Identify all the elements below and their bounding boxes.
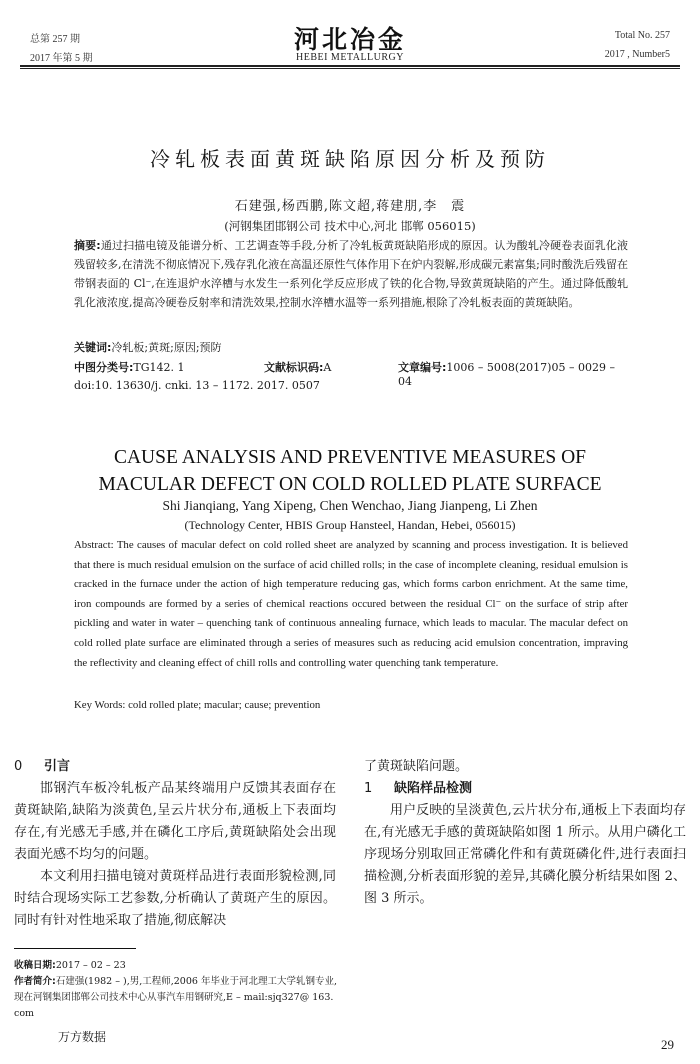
footnote-author <box>14 974 344 1022</box>
keywords-cn-text: 冷轧板;黄斑;原因;预防 <box>111 341 222 354</box>
journal-name-en: HEBEI METALLURGY <box>295 52 405 63</box>
received-value: 2017 – 02 – 23 <box>55 960 126 971</box>
header-volume-en: Total No. 257 <box>614 30 670 41</box>
doi: doi:10. 13630/j. cnki. 13 – 1172. 2017. 0507 <box>74 379 320 392</box>
keywords-en-label: Key Words: <box>74 699 126 711</box>
authors-cn: 石建强,杨西鹏,陈文超,蒋建朋,李 震 <box>234 199 466 214</box>
authors-en: Shi Jianqiang, Yang Xipeng, Chen Wenchao, Jiang Jianpeng, Li Zhen <box>162 498 538 513</box>
header-issue-en: 2017 , Number5 <box>604 49 670 60</box>
header-rule-thick <box>20 65 680 67</box>
body-column-right <box>364 756 686 910</box>
page-title-en <box>0 444 700 498</box>
article-no-label: 文章编号: <box>398 361 447 374</box>
title-en-line2: MACULAR DEFECT ON COLD ROLLED PLATE SURFACE <box>98 474 602 495</box>
abstract-cn-label: 摘要: <box>74 239 101 252</box>
clc-label: 中图分类号: <box>74 361 134 374</box>
doc-code-label: 文献标识码: <box>264 361 324 374</box>
clc-value: TG142. 1 <box>133 361 185 374</box>
section-0-paragraph-1: 邯钢汽车板冷轧板产品某终端用户反馈其表面存在黄斑缺陷,缺陷为淡黄色,呈云片状分布,通板上下表面均存在,有光感无手感,并在磷化工序后,黄斑缺陷处会出现表面光感不均匀的问题。 <box>14 781 336 862</box>
footnote-received <box>14 958 344 974</box>
article-no-value: 1006 – 5008(2017)05 – 0029 – 04 <box>398 361 615 388</box>
footnotes <box>14 958 344 1022</box>
abstract-en-text-2: on the surface of strip after pickling and water in water – quenching tank of continuous annealing furnace, which leads to macular. The macular defect on cold rolled plate surface are eliminated through a series of measures such as reducing acid emulsion concentration, impraving the reflectivity and cleaning effect of chill rolls and controlling water quenching tank temperature. <box>74 597 629 669</box>
section-1-number: 1 <box>364 781 373 796</box>
page-number: 29 <box>661 1037 674 1052</box>
section-0-continuation: 了黄斑缺陷问题。 <box>364 759 469 774</box>
section-1-title: 缺陷样品检测 <box>394 781 473 796</box>
abstract-en-text-1: The causes of macular defect on cold rolled sheet are analyzed by scanning and process investigation. It is believed that there is much residual emulsion on the surface of acid chilled rolls; in the case of incomplete cleaning, residual emulsion is cracked in the furnace under the action of high temperature reducing gas, which forms carbon enrichment. At the same time, iron compounds are formed by a series of chemical reactions occured between the residual <box>74 539 628 610</box>
keywords-cn <box>74 339 628 355</box>
section-0-paragraph-2: 本文利用扫描电镜对黄斑样品进行表面形貌检测,同时结合现场实际工艺参数,分析确认了黄斑产生的原因。同时有针对性地采取了措施,彻底解决 <box>14 869 336 928</box>
body-column-left <box>14 756 336 932</box>
abstract-cn-text: 通过扫描电镜及能谱分析、工艺调查等手段,分析了冷轧板黄斑缺陷形成的原因。认为酸轧冷硬卷表面乳化液残留较多,在清洗不彻底情况下,残存乳化液在高温还原性气体作用下在炉内裂解,形成碳元素富集;同时酸洗后残留在带钢表面的 Cl⁻,在连退炉水淬槽与水发生一系列化学反应形成了铁的化合物,导致黄斑缺陷的产生。通过降低酸轧乳化液浓度,提高冷硬卷反射率和清洗效果,控制水淬槽水温等一系列措施,根除了冷轧板表面的黄斑缺陷。 <box>74 239 628 309</box>
abstract-en-label: Abstract: <box>74 539 114 551</box>
section-1-paragraph-1: 用户反映的呈淡黄色,云片状分布,通板上下表面均存在,有光感无手感的黄斑缺陷如图 1 所示。从用户磷化工序现场分别取回正常磷化件和有黄斑磷化件,进行表面扫描检测,分析表面形貌的差异,其磷化膜分析结果如图 2、图 3 所示。 <box>364 803 686 906</box>
abstract-en <box>74 536 628 673</box>
section-0-title: 引言 <box>44 759 71 774</box>
doc-code-value: A <box>323 361 332 374</box>
received-label: 收稿日期: <box>14 960 56 971</box>
keywords-en <box>74 696 628 716</box>
header-issue-cn: 2017 年第 5 期 <box>30 53 93 64</box>
journal-logo: 河北冶金 <box>293 25 406 54</box>
keywords-en-text: cold rolled plate; macular; cause; prevention <box>128 699 321 711</box>
footnote-rule <box>14 948 136 949</box>
header-rule-thin <box>20 68 680 69</box>
section-0-heading <box>14 756 336 778</box>
author-bio-value: 石建强(1982 – ),男,工程师,2006 年毕业于河北理工大学轧钢专业,现在河钢集团邯郸公司技术中心从事汽车用钢研究,E – mail:sjq327@ 163. com <box>14 976 337 1019</box>
section-0-number: 0 <box>14 759 23 774</box>
title-en-line1: CAUSE ANALYSIS AND PREVENTIVE MEASURES OF <box>113 447 587 468</box>
affiliation-cn: (河钢集团邯钢公司 技术中心,河北 邯郸 056015) <box>224 219 476 233</box>
abstract-cn <box>74 236 628 312</box>
watermark: 万方数据 <box>58 1030 107 1044</box>
affiliation-en: (Technology Center, HBIS Group Hansteel, Handan, Hebei, 056015) <box>184 518 516 532</box>
page-title-cn: 冷轧板表面黄斑缺陷原因分析及预防 <box>150 147 550 171</box>
author-bio-label: 作者简介: <box>14 976 56 987</box>
chloride-symbol: Cl⁻ <box>485 597 502 610</box>
header-volume-cn: 总第 257 期 <box>30 34 80 45</box>
keywords-cn-label: 关键词: <box>74 341 112 354</box>
section-1-heading <box>364 778 686 800</box>
